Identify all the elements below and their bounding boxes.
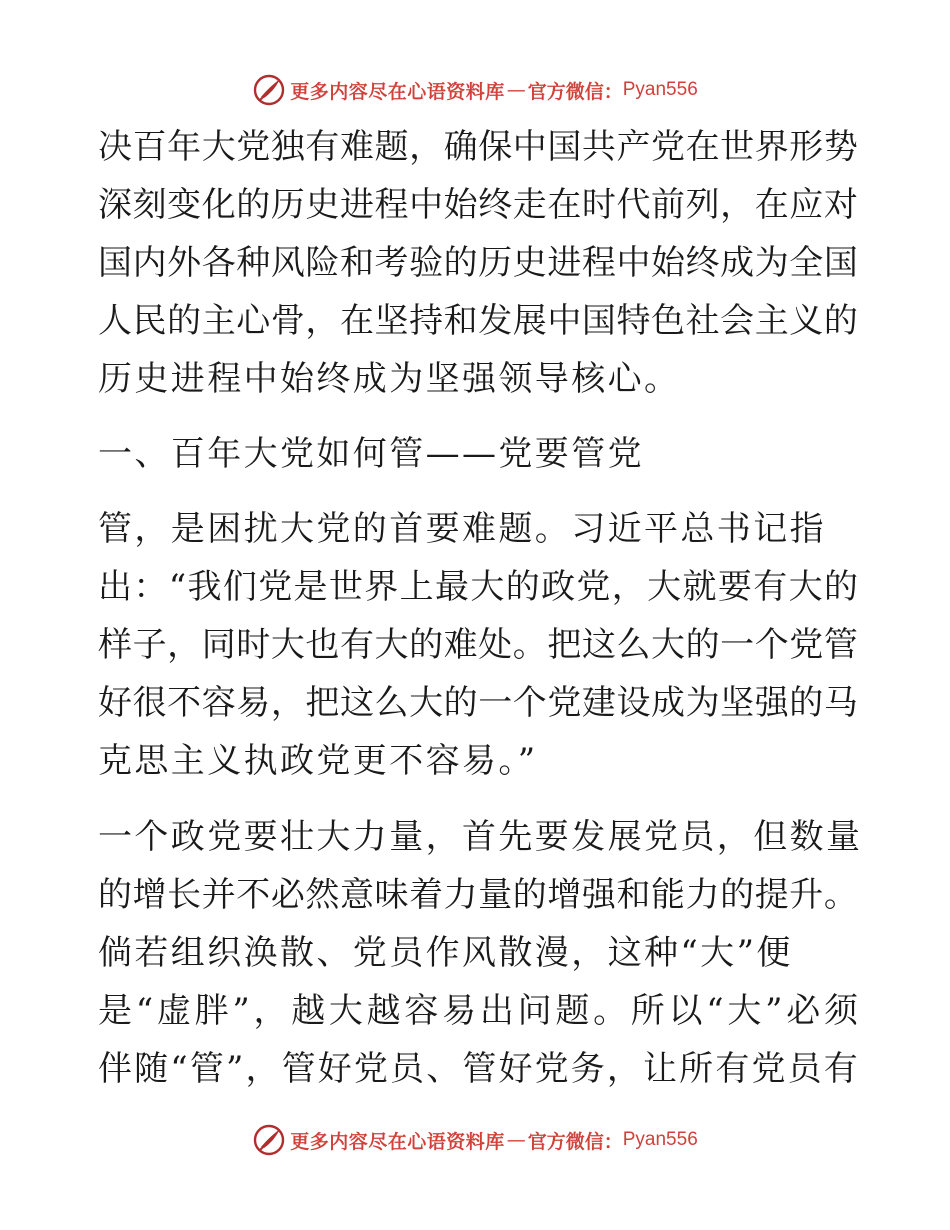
- banner-dash: —: [506, 1129, 526, 1151]
- text-line: 历史进程中始终成为坚强领导核心。: [98, 359, 681, 399]
- text-line: 管，是困扰大党的首要难题。习近平总书记指: [98, 509, 826, 549]
- banner-library-text: 更多内容尽在心语资料库: [290, 80, 505, 103]
- text-line: 样 子 ， 同 时 大 也 有 大 的 难 处 。 把 这 么 大 的 一 个 党 管: [98, 625, 858, 665]
- header-watermark-banner: [0, 70, 950, 110]
- text-line: 一个政党要壮大力量，首先要发展党员，但数量: [98, 817, 863, 857]
- text-line: 倘若组织涣散、党员作风散漫，这种“大”便: [98, 933, 793, 973]
- banner-wechat-label: 官方微信：: [527, 1130, 623, 1153]
- quill-logo-icon: [252, 1123, 286, 1157]
- text-line: 国 内 外 各 种 风 险 和 考 验 的 历 史 进 程 中 始 终 成 为 全 国: [98, 243, 858, 283]
- banner-wechat-id: Pyan556: [622, 79, 698, 100]
- text-line: 是 “ 虚 胖 ” ， 越 大 越 容 易 出 问 题 。 所 以 “ 大 ” 必 须: [98, 991, 858, 1031]
- banner-dash: —: [506, 79, 526, 101]
- banner-library-text: 更多内容尽在心语资料库: [290, 1130, 505, 1153]
- quill-logo-icon: [252, 73, 286, 107]
- text-line: 深 刻 变 化 的 历 史 进 程 中 始 终 走 在 时 代 前 列 ， 在 应 对: [98, 185, 858, 225]
- text-line: 伴 随 “ 管 ” ， 管 好 党 员 、 管 好 党 务 ， 让 所 有 党 员 有: [98, 1049, 858, 1089]
- banner-wechat-label: 官方微信：: [527, 80, 623, 103]
- text-line: 出 ： “ 我 们 党 是 世 界 上 最 大 的 政 党 ， 大 就 要 有 大 的: [98, 567, 858, 607]
- text-line: 的 增 长 并 不 必 然 意 味 着 力 量 的 增 强 和 能 力 的 提 升 。: [98, 875, 858, 915]
- text-line: 决 百 年 大 党 独 有 难 题 ， 确 保 中 国 共 产 党 在 世 界 形 势: [98, 127, 858, 167]
- section-heading: 一、百年大党如何管——党要管党: [98, 434, 644, 474]
- text-line: 人 民 的 主 心 骨 ， 在 坚 持 和 发 展 中 国 特 色 社 会 主 义 的: [98, 301, 858, 341]
- banner-wechat-id: Pyan556: [622, 1129, 698, 1150]
- text-line: 克思主义执政党更不容易。”: [98, 741, 538, 781]
- footer-watermark-banner: [0, 1120, 950, 1160]
- text-line: 好 很 不 容 易 ， 把 这 么 大 的 一 个 党 建 设 成 为 坚 强 的 马: [98, 683, 858, 723]
